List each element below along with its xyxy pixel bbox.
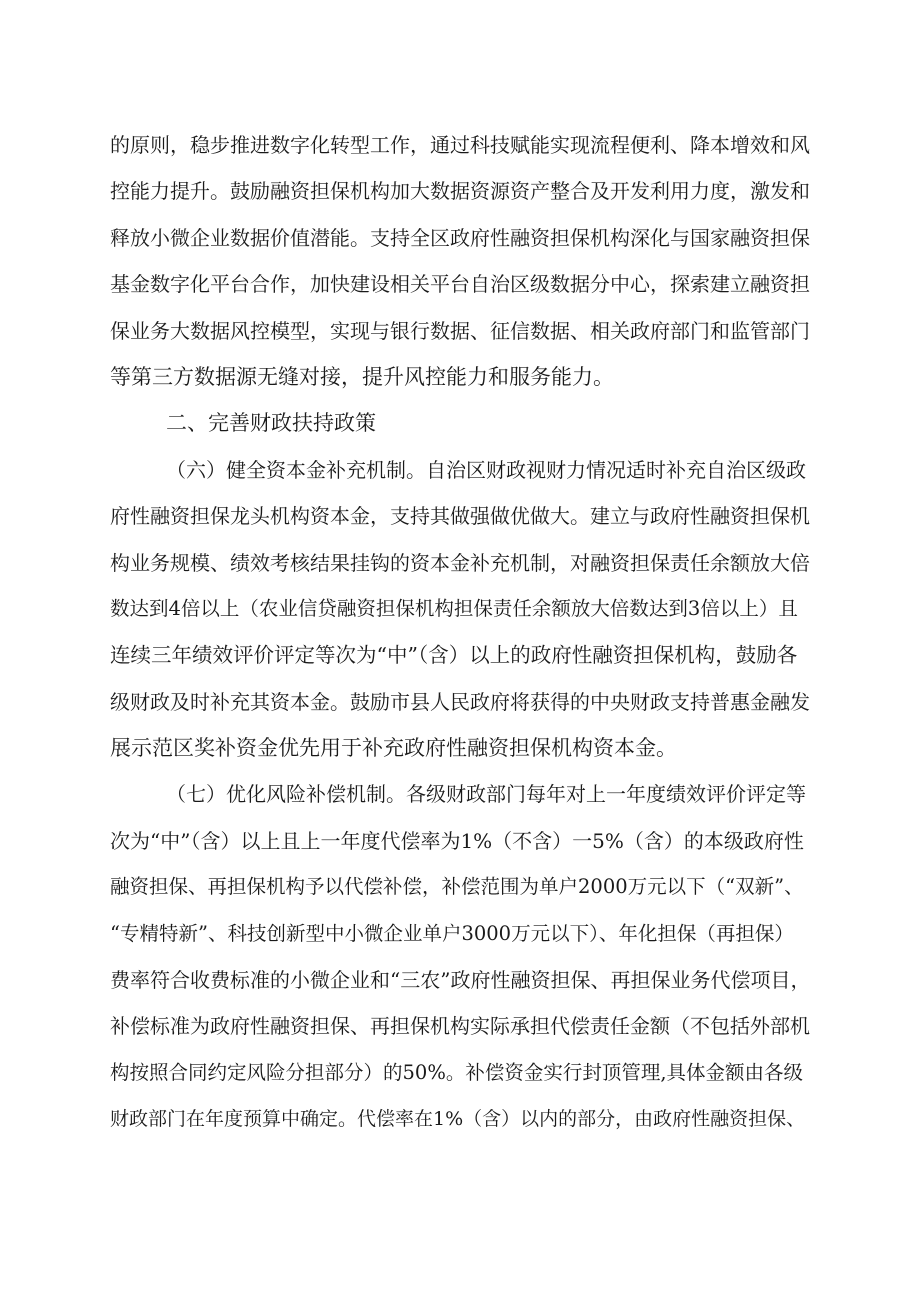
text-line: 控能力提升。鼓励融资担保机构加大数据资源资产整合及开发利用力度，激发和 xyxy=(110,179,810,204)
text-line: 级财政及时补充其资本金。鼓励市县人民政府将获得的中央财政支持普惠金融发 xyxy=(110,689,810,714)
text-line: 构按照合同约定风险分担部分）的50%。补偿资金实行封顶管理,具体金额由各级 xyxy=(110,1060,804,1084)
text-line: 释放小微企业数据价值潜能。支持全区政府性融资担保机构深化与国家融资担保 xyxy=(110,225,810,250)
text-line: 连续三年绩效评价评定等次为“中”（含）以上的政府性融资担保机构，鼓励各 xyxy=(110,643,798,668)
text-line: 费率符合收费标准的小微企业和“三农”政府性融资担保、再担保业务代偿项目， xyxy=(110,968,810,993)
text-line: 展示范区奖补资金优先用于补充政府性融资担保机构资本金。 xyxy=(110,736,677,761)
text-line: 的原则，稳步推进数字化转型工作，通过科技赋能实现流程便利、降本增效和风 xyxy=(110,133,810,157)
text-line: 融资担保、再担保机构予以代偿补偿，补偿范围为单户2000万元以下（“双新”、 xyxy=(110,875,804,899)
text-line: 府性融资担保龙头机构资本金，支持其做强做优做大。建立与政府性融资担保机 xyxy=(110,504,810,529)
text-line: 基金数字化平台合作，加快建设相关平台自治区级数据分中心，探索建立融资担 xyxy=(110,272,810,297)
document-body xyxy=(110,122,810,1143)
text-line: 财政部门在年度预算中确定。代偿率在1%（含）以内的部分，由政府性融资担保、 xyxy=(110,1108,806,1131)
text-line: 补偿标准为政府性融资担保、再担保机构实际承担代偿责任金额（不包括外部机 xyxy=(110,1014,810,1039)
text-line: 构业务规模、绩效考核结果挂钩的资本金补充机制，对融资担保责任余额放大倍 xyxy=(110,550,810,575)
text-line: 等第三方数据源无缝对接，提升风控能力和服务能力。 xyxy=(110,364,614,389)
paragraph-first-line: （六）健全资本金补充机制。自治区财政视财力情况适时补充自治区级政 xyxy=(166,457,806,482)
text-line: 数达到4倍以上（农业信贷融资担保机构担保责任余额放大倍数达到3倍以上）且 xyxy=(110,596,798,620)
text-line: “专精特新”、科技创新型中小微企业单户3000万元以下）、年化担保（再担保） xyxy=(110,921,794,945)
text-line: 次为“中”（含）以上且上一年度代偿率为1%（不含）一5%（含）的本级政府性 xyxy=(110,828,804,853)
section-heading: 二、完善财政扶持政策 xyxy=(166,411,376,436)
paragraph-first-line: （七）优化风险补偿机制。各级财政部门每年对上一年度绩效评价评定等 xyxy=(166,782,806,807)
text-line: 保业务大数据风控模型，实现与银行数据、征信数据、相关政府部门和监管部门 xyxy=(110,318,810,343)
